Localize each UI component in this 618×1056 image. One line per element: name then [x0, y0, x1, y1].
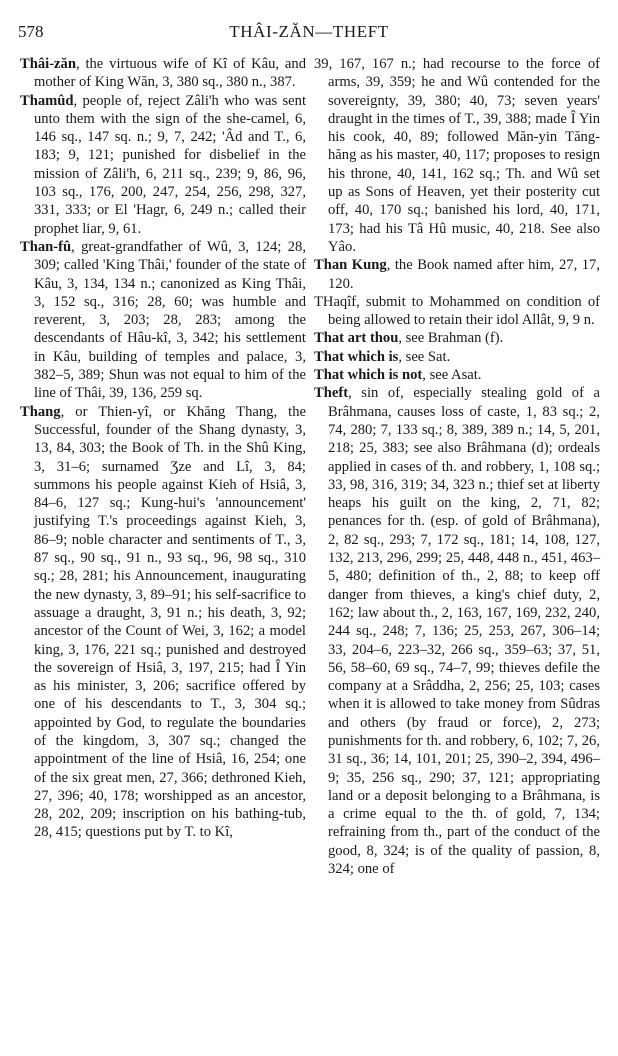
right-column [314, 55, 600, 1045]
entry-headword: Theft [314, 385, 349, 402]
index-entry [20, 55, 306, 92]
entry-headword: Thamûd [20, 92, 74, 109]
index-entry [20, 238, 306, 403]
entry-headword: Thang [20, 403, 61, 420]
entry-text: , the virtuous wife of Kî of Kâu, and mother of King Wăn, 3, 380 sq., 380 n., 387. [34, 56, 306, 91]
index-entry [314, 348, 600, 366]
running-title: THÂI-ZĂN—THEFT [229, 22, 389, 41]
entry-text: , people of, reject Zâli'h who was sent unto them with the sign of the she-camel, 6, 146 sq., 147 sq. n.; 9, 7, 242; 'Âd and T., 6, 183; 9, 121; punished for disbelief in the mission of Zâli'h, 6, 211 sq., 239; 9, 86, 96, 103 sq., 176, 200, 247, 254, 256, 298, 327, 331, 333; or El 'Hagr, 6, 249 n.; called their prophet liar, 9, 61. [34, 92, 306, 237]
index-columns [20, 55, 600, 1045]
entry-text: , or Thien-yî, or Khăng Thang, the Successful, founder of the Shang dynasty, 3, 13, 84, 303; the Book of Th. in the Shû King, 3, 31–6; surnamed Ʒze and Lî, 3, 84; summons his people against Kieh of Hsiâ, 3, 84–6, 127 sq.; Kung-hui's 'announcement' justifying T.'s proceedings against Kieh, 3, 86–9; noble character and sentiments of T., 3, 87 sq., 90 sq., 91 n., 93 sq., 96, 98 sq., 310 sq.; 28, 281; his Announcement, inaugurating the new dynasty, 3, 89–91; his self-sacrifice to assuage a draught, 3, 91 n.; his death, 3, 92; ancestor of the Count of Wei, 3, 162; a model king, 3, 176, 221 sq.; punished and destroyed the sovereign of Hsiâ, 3, 197, 215; had Î Yin as his minister, 3, 206; sacrifice offered by one of his descendants to T., 3, 304 sq.; appointed by God, to regulate the boundaries of the kingdom, 3, 307 sq.; changed the appointment of the line of Hsiâ, 16, 254; one of the six great men, 27, 366; dethroned Kieh, 27, 396; 40, 178; worshipped as an ancestor, 28, 202, 209; inscription on his bathing-tub, 28, 415; questions put by T. to Kî, [34, 403, 306, 841]
index-entry [20, 403, 306, 842]
index-entry [314, 384, 600, 878]
index-entry [20, 92, 306, 238]
entry-text: , sin of, especially stealing gold of a Brâhmana, causes loss of caste, 1, 83 sq.; 2, 74, 280; 7, 133 sq.; 8, 389, 389 n.; 14, 5, 201, 218; 25, 383; see also Brâhmana (d); ordeals applied in cases of th. and robbery, 1, 108 sq.; 33, 98, 316, 319; 34, 323 n.; thief set at liberty heaps his guilt on the king, 2, 71, 82; penances for th. (esp. of gold of Brâhmana), 2, 82 sq., 293; 7, 172 sq., 181; 14, 108, 127, 132, 213, 296, 299; 25, 448, 448 n., 451, 463–5, 480; definition of th., 2, 88; to keep off danger from thieves, a king's chief duty, 2, 162; law about th., 2, 163, 167, 169, 232, 240, 244 sq., 248; 7, 136; 25, 253, 267, 306–14; 33, 204–6, 223–32, 266 sq., 359–63; 37, 51, 56, 58–60, 69 sq., 74–7, 99; thieves defile the company at a Srâddha, 2, 256; 25, 103; cases when it is allowed to take money from Sûdras and others (by fraud or force), 2, 273; punishments for th. and robbery, 6, 102; 7, 26, 31 sq., 36; 14, 101, 201; 25, 390–2, 394, 496–9; 35, 256 sq., 290; 37, 121; appropriating land or a deposit belonging to a Brâhmana, is a crime equal to the th. of gold, 7, 134; refraining from th., part of the conduct of the good, 8, 324; is of the quality of passion, 8, 324; one of [328, 385, 600, 878]
entry-text: , see Asat. [422, 367, 482, 384]
index-entry [314, 256, 600, 293]
entry-text: , see Brahman (f). [398, 330, 504, 347]
index-entry [314, 366, 600, 384]
running-head [18, 20, 600, 44]
left-column [20, 55, 306, 1045]
entry-text: THaqîf, submit to Mohammed on condition of being allowed to retain their idol Allât, 9, 9 n. [314, 293, 600, 329]
entry-headword: Thâi-zăn [20, 56, 76, 72]
entry-text: 39, 167, 167 n.; had recourse to the force of arms, 39, 359; he and Wû contended for the sovereignty, 39, 380; 40, 73; seven years' draught in the times of T., 39, 388; made Î Yin his cook, 40, 89; followed Măn-yin Tăng-hăng as his master, 40, 117; proposes to resign his throne, 40, 141, 162 sq.; Th. and Wû set up as Sons of Heaven, yet their posterity cut off, 40, 170 sq.; banished his lord, 40, 171, 173; had his Tâ Hû music, 40, 218. See also Yâo. [314, 56, 600, 255]
entry-headword: That art thou [314, 330, 399, 347]
entry-headword: That which is not [314, 367, 423, 384]
entry-headword: That which is [314, 348, 399, 365]
entry-text: , the Book named after him, 27, 17, 120. [328, 257, 601, 292]
entry-headword: Than-fû [20, 238, 72, 255]
index-entry [314, 329, 600, 347]
index-entry [314, 293, 600, 330]
entry-text: , great-grandfather of Wû, 3, 124; 28, 309; called 'King Thâi,' founder of the state of Kâu, 3, 134, 134 n.; canonized as King Thâi, 3, 152 sq., 316; 28, 60; was humble and reverent, 3, 203; 28, 283; among the descendants of Hâu-kî, 3, 342; his settlement in Kâu, building of temples and palace, 3, 382–5, 389; Shun was not equal to him of the line of Thâi, 39, 136, 259 sq. [34, 238, 306, 402]
index-entry [314, 55, 600, 256]
entry-headword: Than Kung [314, 257, 387, 274]
page-number: 578 [18, 22, 44, 41]
entry-text: , see Sat. [398, 348, 451, 365]
